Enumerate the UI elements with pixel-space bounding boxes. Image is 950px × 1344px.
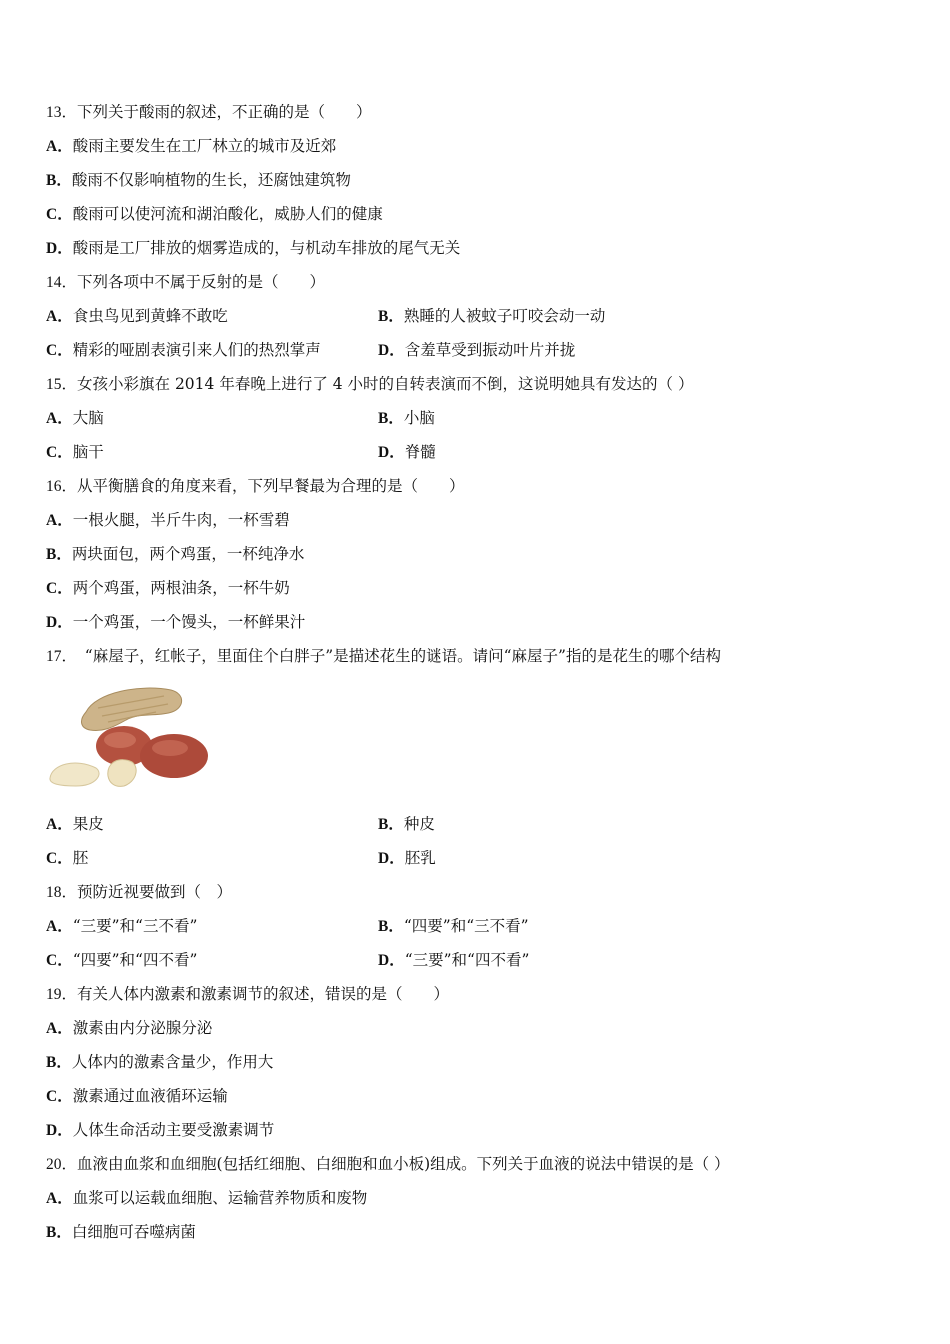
option-a: A．食虫鸟见到黄蜂不敢吃 — [46, 307, 228, 325]
peanut-icon — [46, 682, 214, 794]
option-b: B．人体内的激素含量少，作用大 — [46, 1053, 274, 1071]
peanut-image — [46, 682, 214, 794]
question-14-stem: 14．下列各项中不属于反射的是（ ） — [46, 273, 326, 291]
option-d: D．酸雨是工厂排放的烟雾造成的，与机动车排放的尾气无关 — [46, 239, 461, 257]
option-a: A．酸雨主要发生在工厂林立的城市及近郊 — [46, 137, 337, 155]
option-c: C．“四要”和“四不看” — [46, 951, 198, 969]
option-a: A．“三要”和“三不看” — [46, 917, 198, 935]
option-a: A．果皮 — [46, 815, 104, 833]
option-b: B．两块面包，两个鸡蛋，一杯纯净水 — [46, 545, 305, 563]
option-c: C．两个鸡蛋，两根油条，一杯牛奶 — [46, 579, 290, 597]
option-d: D．“三要”和“四不看” — [378, 951, 530, 969]
option-a: A．血浆可以运载血细胞、运输营养物质和废物 — [46, 1189, 368, 1207]
question-15-stem: 15．女孩小彩旗在 2014 年春晚上进行了 4 小时的自转表演而不倒，这说明她具有发达的（ ） — [46, 375, 694, 393]
option-c: C．激素通过血液循环运输 — [46, 1087, 228, 1105]
question-17-stem: 17． “麻屋子，红帐子，里面住个白胖子”是描述花生的谜语。请问“麻屋子”指的是花生的哪个结构 — [46, 647, 721, 665]
option-c: C．脑干 — [46, 443, 104, 461]
option-b: B．小脑 — [378, 409, 435, 427]
question-19-stem: 19．有关人体内激素和激素调节的叙述，错误的是（ ） — [46, 985, 450, 1003]
option-d: D．胚乳 — [378, 849, 436, 867]
question-16-stem: 16．从平衡膳食的角度来看，下列早餐最为合理的是（ ） — [46, 477, 465, 495]
question-20-stem: 20．血液由血浆和血细胞(包括红细胞、白细胞和血小板)组成。下列关于血液的说法中错误的是（ ） — [46, 1155, 730, 1173]
option-b: B．熟睡的人被蚊子叮咬会动一动 — [378, 307, 606, 325]
option-d: D．脊髓 — [378, 443, 436, 461]
option-b: B．种皮 — [378, 815, 435, 833]
option-a: A．大脑 — [46, 409, 104, 427]
question-18-stem: 18．预防近视要做到（ ） — [46, 883, 233, 901]
option-d: D．含羞草受到振动叶片并拢 — [378, 341, 576, 359]
option-a: A．激素由内分泌腺分泌 — [46, 1019, 213, 1037]
option-b: B．酸雨不仅影响植物的生长，还腐蚀建筑物 — [46, 171, 351, 189]
option-a: A．一根火腿，半斤牛肉，一杯雪碧 — [46, 511, 290, 529]
question-13-stem: 13．下列关于酸雨的叙述，不正确的是（ ） — [46, 103, 372, 121]
option-c: C．胚 — [46, 849, 89, 867]
option-c: C．酸雨可以使河流和湖泊酸化，威胁人们的健康 — [46, 205, 383, 223]
option-d: D．一个鸡蛋，一个馒头，一杯鲜果汁 — [46, 613, 306, 631]
option-d: D．人体生命活动主要受激素调节 — [46, 1121, 275, 1139]
option-c: C．精彩的哑剧表演引来人们的热烈掌声 — [46, 341, 321, 359]
option-b: B．白细胞可吞噬病菌 — [46, 1223, 196, 1241]
option-b: B．“四要”和“三不看” — [378, 917, 529, 935]
